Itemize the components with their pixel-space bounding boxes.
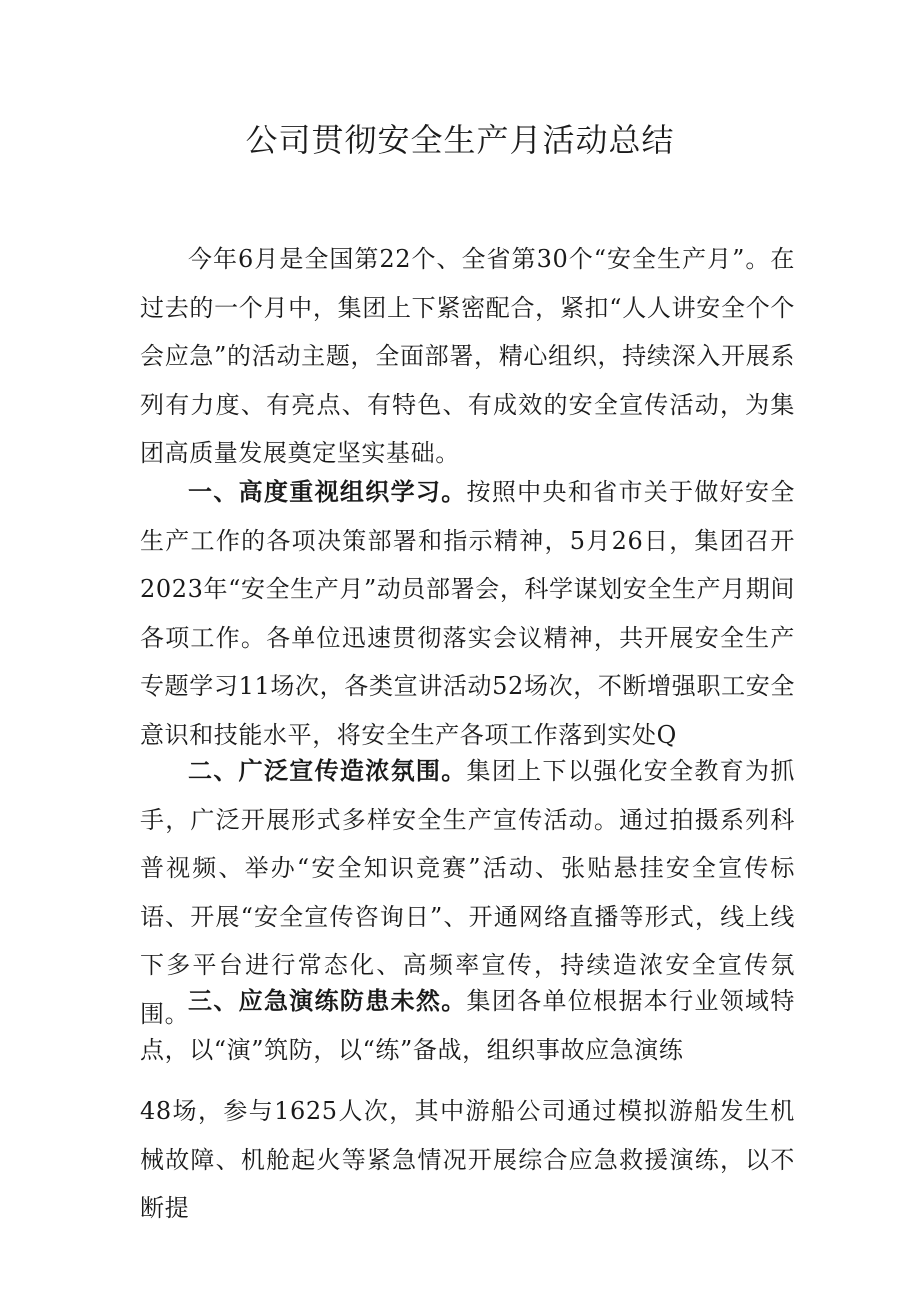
section-1-paragraph [140,468,795,759]
section-2-body: 集团上下以强化安全教育为抓手，广泛开展形式多样安全生产宣传活动。通过拍摄系列科普视频、举办“安全知识竞赛”活动、张贴悬挂安全宣传标语、开展“安全宣传咨询日”、开通网络直播等形式，线上线下多平台进行常态化、高频率宣传，持续造浓安全宣传氛围。 [140,757,795,1028]
section-1-body: 按照中央和省市关于做好安全生产工作的各项决策部署和指示精神，5月26日，集团召开2023年“安全生产月”动员部署会，科学谋划安全生产月期间各项工作。各单位迅速贯彻落实会议精神，共开展安全生产专题学习11场次，各类宣讲活动52场次，不断增强职工安全意识和技能水平，将安全生产各项工作落到实处Q [140,478,796,749]
document-title: 公司贯彻安全生产月活动总结 [245,121,675,159]
section-3-heading: 三、应急演练防患未然。 [188,986,467,1015]
continuation-paragraph: 48场，参与1625人次，其中游船公司通过模拟游船发生机械故障、机舱起火等紧急情况开展综合应急救援演练，以不断提 [140,1097,795,1222]
section-1-heading: 一、高度重视组织学习。 [188,477,467,506]
section-2-heading: 二、广泛宣传造浓氛围。 [188,756,467,785]
section-3-body: 集团各单位根据本行业领域特点，以“演”筑防，以“练”备战，组织事故应急演练 [140,987,795,1064]
intro-paragraph: 今年6月是全国第22个、全省第30个“安全生产月”。在过去的一个月中，集团上下紧密配合，紧扣“人人讲安全个个会应急”的活动主题，全面部署，精心组织，持续深入开展系列有力度、有亮点、有特色、有成效的安全宣传活动，为集团高质量发展奠定坚实基础。 [140,245,795,467]
section-3-paragraph [140,977,795,1074]
